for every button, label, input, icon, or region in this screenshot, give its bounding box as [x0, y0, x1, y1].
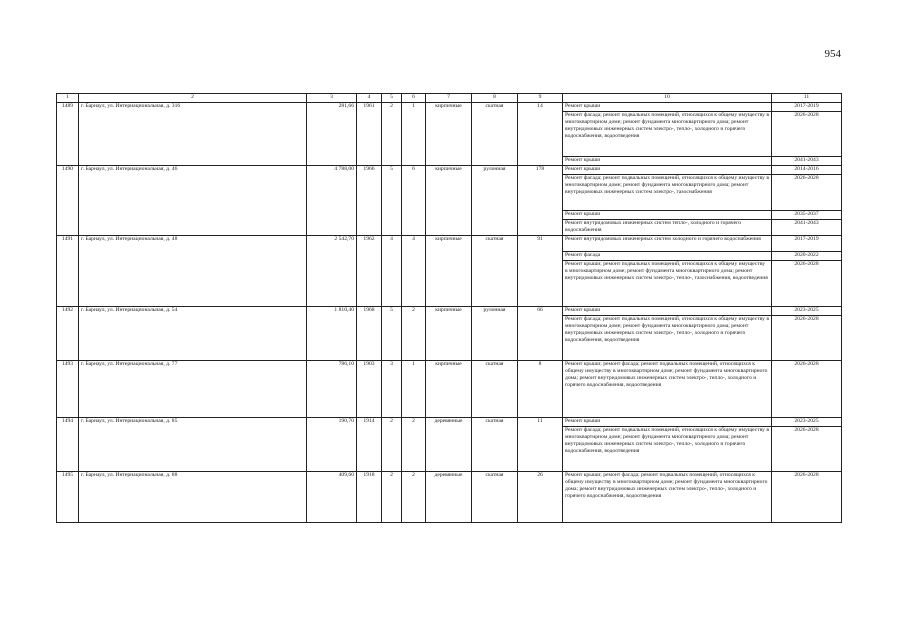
work-description-cell: Ремонт крыши; ремонт подвальных помещений, относящихся к общему имуществу в многоквартирном доме; ремонт фундамента многоквартирного дома; ремонт внутридомовых инженерных систем электро-, тепло-, газоснабжения, водоотведения: [563, 261, 772, 307]
column-header-9: 9: [518, 94, 563, 103]
entrances-cell: 2: [402, 472, 426, 523]
floors-cell: 5: [382, 166, 402, 236]
residents-cell: 91: [518, 236, 563, 307]
repair-period-cell: 2017-2019: [772, 103, 842, 112]
area-cell: 2 542,70: [307, 236, 357, 307]
work-description-cell: Ремонт крыши; ремонт фасада; ремонт подвальных помещений, относящихся к общему имуществу в многоквартирном доме; ремонт фундамента многоквартирного дома; ремонт внутридомовых инженерных систем электро-, тепло-, холодного и горячего водоснабжения, водоотведения: [563, 361, 772, 418]
repair-period-cell: 2023-2025: [772, 307, 842, 316]
entrances-cell: 4: [402, 236, 426, 307]
floors-cell: 3: [382, 361, 402, 418]
repair-period-cell: 2026-2028: [772, 112, 842, 157]
repair-period-cell: 2020-2022: [772, 252, 842, 261]
wall-material-cell: деревянные: [426, 418, 472, 472]
table-row: [57, 418, 842, 427]
row-number-cell: 1490: [57, 166, 79, 236]
wall-material-cell: деревянные: [426, 472, 472, 523]
repair-period-cell: 2026-2028: [772, 261, 842, 307]
residents-cell: 26: [518, 472, 563, 523]
repair-period-cell: 2023-2025: [772, 418, 842, 427]
work-description-cell: Ремонт крыши: [563, 211, 772, 220]
work-description-cell: Ремонт внутридомовых инженерных систем тепло-, холодного и горячего водоснабжения: [563, 220, 772, 236]
table-row: [57, 236, 842, 252]
table-body: [57, 103, 842, 523]
repair-period-cell: 2026-2028: [772, 427, 842, 472]
build-year-cell: 1962: [357, 236, 382, 307]
housing-repair-table: [56, 93, 842, 523]
wall-material-cell: кирпичные: [426, 361, 472, 418]
work-description-cell: Ремонт фасада; ремонт подвальных помещений, относящихся к общему имуществу в многоквартирном доме; ремонт фундамента многоквартирного дома; ремонт внутридомовых инженерных систем электро-, тепло-, холодного и горячего водоснабжения, водоотведения: [563, 112, 772, 157]
column-number-header-row: [57, 94, 842, 103]
row-number-cell: 1494: [57, 418, 79, 472]
floors-cell: 5: [382, 307, 402, 361]
table-row: [57, 361, 842, 418]
address-cell: г. Барнаул, ул. Интернациональная, д. 77: [79, 361, 307, 418]
row-number-cell: 1495: [57, 472, 79, 523]
residents-cell: 66: [518, 307, 563, 361]
work-description-cell: Ремонт крыши: [563, 418, 772, 427]
entrances-cell: 2: [402, 307, 426, 361]
build-year-cell: 1903: [357, 361, 382, 418]
work-description-cell: Ремонт крыши: [563, 307, 772, 316]
repair-period-cell: 2026-2028: [772, 175, 842, 211]
address-cell: г. Барнаул, ул. Интернациональная, д. 88: [79, 472, 307, 523]
address-cell: г. Барнаул, ул. Интернациональная, д. 316: [79, 103, 307, 166]
roof-type-cell: скатная: [472, 236, 518, 307]
table-row: [57, 307, 842, 316]
address-cell: г. Барнаул, ул. Интернациональная, д. 85: [79, 418, 307, 472]
column-header-3: 3: [307, 94, 357, 103]
work-description-cell: Ремонт фасада; ремонт подвальных помещений, относящихся к общему имуществу в многоквартирном доме; ремонт фундамента многоквартирного дома; ремонт внутридомовых инженерных систем электро-, тепло-, холодного и горячего водоснабжения, водоотведения: [563, 427, 772, 472]
entrances-cell: 6: [402, 166, 426, 236]
residents-cell: 11: [518, 418, 563, 472]
row-number-cell: 1493: [57, 361, 79, 418]
entrances-cell: 2: [402, 418, 426, 472]
row-number-cell: 1491: [57, 236, 79, 307]
repair-period-cell: 2017-2019: [772, 236, 842, 252]
build-year-cell: 1914: [357, 418, 382, 472]
roof-type-cell: скатная: [472, 103, 518, 166]
work-description-cell: Ремонт крыши: [563, 166, 772, 175]
wall-material-cell: кирпичные: [426, 307, 472, 361]
column-header-5: 5: [382, 94, 402, 103]
table-row: [57, 472, 842, 523]
address-cell: г. Барнаул, ул. Интернациональная, д. 46: [79, 166, 307, 236]
repair-period-cell: 2041-2043: [772, 157, 842, 166]
repair-period-cell: 2041-2043: [772, 220, 842, 236]
column-header-8: 8: [472, 94, 518, 103]
floors-cell: 2: [382, 418, 402, 472]
residents-cell: 14: [518, 103, 563, 166]
floors-cell: 4: [382, 236, 402, 307]
repair-period-cell: 2026-2028: [772, 361, 842, 418]
area-cell: 1 810,40: [307, 307, 357, 361]
address-cell: г. Барнаул, ул. Интернациональная, д. 48: [79, 236, 307, 307]
residents-cell: 8: [518, 361, 563, 418]
work-description-cell: Ремонт внутридомовых инженерных систем холодного и горячего водоснабжения: [563, 236, 772, 252]
roof-type-cell: скатная: [472, 472, 518, 523]
row-number-cell: 1492: [57, 307, 79, 361]
entrances-cell: 1: [402, 103, 426, 166]
column-header-6: 6: [402, 94, 426, 103]
repair-period-cell: 2035-2037: [772, 211, 842, 220]
build-year-cell: 1961: [357, 103, 382, 166]
floors-cell: 2: [382, 103, 402, 166]
area-cell: 4 788,00: [307, 166, 357, 236]
entrances-cell: 1: [402, 361, 426, 418]
wall-material-cell: кирпичные: [426, 166, 472, 236]
area-cell: 190,70: [307, 418, 357, 472]
floors-cell: 2: [382, 472, 402, 523]
work-description-cell: Ремонт фасада: [563, 252, 772, 261]
area-cell: 786,10: [307, 361, 357, 418]
work-description-cell: Ремонт крыши: [563, 157, 772, 166]
build-year-cell: 1918: [357, 472, 382, 523]
repair-period-cell: 2026-2028: [772, 316, 842, 361]
row-number-cell: 1489: [57, 103, 79, 166]
column-header-7: 7: [426, 94, 472, 103]
work-description-cell: Ремонт крыши: [563, 103, 772, 112]
repair-period-cell: 2026-2028: [772, 472, 842, 523]
residents-cell: 178: [518, 166, 563, 236]
column-header-4: 4: [357, 94, 382, 103]
work-description-cell: Ремонт крыши; ремонт фасада; ремонт подвальных помещений, относящихся к общему имуществу в многоквартирном доме; ремонт фундамента многоквартирного дома; ремонт внутридомовых инженерных систем электро-, тепло-, холодного и горячего водоснабжения, водоотведения: [563, 472, 772, 523]
table-row: [57, 166, 842, 175]
build-year-cell: 1966: [357, 166, 382, 236]
work-description-cell: Ремонт фасада; ремонт подвальных помещений, относящихся к общему имуществу в многоквартирном доме; ремонт фундамента многоквартирного дома; ремонт внутридомовых инженерных систем электро-, тепло-, холодного и горячего водоснабжения, водоотведения: [563, 316, 772, 361]
roof-type-cell: скатная: [472, 418, 518, 472]
roof-type-cell: рулонная: [472, 166, 518, 236]
column-header-2: 2: [79, 94, 307, 103]
column-header-1: 1: [57, 94, 79, 103]
roof-type-cell: рулонная: [472, 307, 518, 361]
work-description-cell: Ремонт фасада; ремонт подвальных помещений, относящихся к общему имуществу в многоквартирном доме; ремонт фундамента многоквартирного дома; ремонт внутридомовых инженерных систем электро-, газоснабжения: [563, 175, 772, 211]
area-cell: 409,60: [307, 472, 357, 523]
column-header-11: 11: [772, 94, 842, 103]
address-cell: г. Барнаул, ул. Интернациональная, д. 54: [79, 307, 307, 361]
wall-material-cell: кирпичные: [426, 236, 472, 307]
column-header-10: 10: [563, 94, 772, 103]
area-cell: 281,66: [307, 103, 357, 166]
wall-material-cell: кирпичные: [426, 103, 472, 166]
table-row: [57, 103, 842, 112]
build-year-cell: 1968: [357, 307, 382, 361]
page-number: 954: [824, 48, 841, 60]
repair-period-cell: 2014-2016: [772, 166, 842, 175]
roof-type-cell: скатная: [472, 361, 518, 418]
